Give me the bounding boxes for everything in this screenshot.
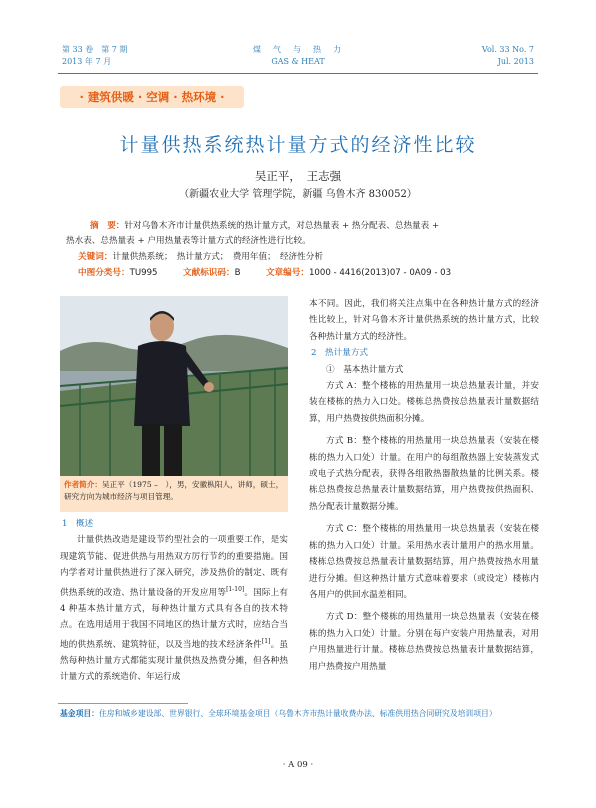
citation-1-10: [1-10]: [226, 585, 245, 593]
issue-date: 2013 年 7 月: [62, 57, 112, 66]
section-tag: · 建筑供暖 · 空调 · 热环境 ·: [60, 86, 244, 108]
authors: 吴正平， 王志强: [254, 169, 342, 183]
footnote-divider: [58, 703, 188, 704]
fund-text: 住房和城乡建设部、世界银行、全球环境基金项目（乌鲁木齐市热计量收费办法、标准供用热合同研究及培训项目）: [98, 709, 497, 718]
abstract-line-1: 针对乌鲁木齐市计量供热系统的热计量方式，对总热量表 + 热分配表、总热量表 +: [124, 221, 440, 231]
author-bio-label: 作者简介：: [64, 480, 102, 489]
article-number-value: 1000 - 4416(2013)07 - 0A09 - 03: [308, 268, 452, 278]
article-number-label: 文章编号：: [265, 268, 309, 278]
volume-issue: 第 33 卷 第 7 期: [62, 45, 128, 54]
abstract: [66, 219, 538, 249]
issue-date-en: Jul. 2013: [497, 57, 534, 66]
keywords: [78, 250, 538, 265]
author-bio: [60, 476, 288, 512]
clc-value: TU995: [129, 268, 158, 278]
method-b-paragraph: 方式 B：整个楼栋的用热量用一块总热量表（安装在楼栋的热力入口处）计量。在用户的每组散热器上安装蒸发式或电子式热分配表，获得各组散热器散热量的比例关系。楼栋总热费按总热量表计量数据结算，用户热费按供热面积、热分配表计量数据分摊。: [309, 436, 539, 512]
method-d-paragraph: 方式 D：整个楼栋的用热量用一块总热量表（安装在楼栋的热力入口处）计量。分别在每户安装户用热量表，对用户用热量进行计量。楼栋总热费按总热量表计量数据结算，用户热费按户用热量: [309, 612, 539, 672]
section-1-text-c: 。虽然每种热计量方式都能实现计量供热及热费分摊，但各种热计量方式的系统造价、年运行成: [60, 639, 288, 683]
citation-1: [1]: [261, 637, 271, 645]
section-2-heading: 2 热计量方式: [311, 348, 369, 359]
right-column: [309, 296, 539, 675]
journal-name-en: GAS & HEAT: [271, 57, 325, 66]
volume-issue-en: Vol. 33 No. 7: [481, 45, 534, 54]
subsection-heading: ① 基本热计量方式: [326, 364, 404, 375]
section-1-text-b: 。国际上有 4 种基本热计量方式，每种热计量方式具有各自的技术特点。在选用适用于我国不同地区的热计量方式时，应结合当地的供热系统、建筑特征，以及当地的技术经济条件: [60, 587, 288, 650]
article-title: 计量供热系统热计量方式的经济性比较: [119, 134, 477, 156]
fund-label: 基金项目：: [60, 709, 99, 718]
affiliation: （新疆农业大学 管理学院，新疆 乌鲁木齐 830052）: [179, 189, 417, 200]
fund-note: [60, 708, 538, 720]
method-c-paragraph: 方式 C：整个楼栋的用热量用一块总热量表（安装在楼栋的热力入口处）计量。采用热水表计量用户的热水用量。楼栋总热费按总热量表计量数据结算，用户热费按热水用量进行分摊。但这种热计量方式意味着要求（或设定）楼栋内各用户的供回水温差相同。: [309, 524, 539, 600]
header-divider: [58, 73, 538, 74]
author-photo-image: [60, 296, 288, 478]
left-column: [60, 516, 288, 686]
section-1-paragraph: [60, 532, 288, 685]
journal-name-cn: 煤 气 与 热 力: [253, 45, 343, 54]
abstract-label: 摘 要：: [90, 221, 125, 231]
classification: [78, 266, 538, 281]
abstract-line-2: 热水表、总热量表 + 户用热量表等计量方式的经济性进行比较。: [66, 236, 311, 246]
section-1-heading: 1 概述: [62, 519, 94, 529]
page-number: · A 09 ·: [282, 760, 314, 770]
intro-continuation: 本不同。因此，我们将关注点集中在各种热计量方式的经济性比较上，针对乌鲁木齐计量供热系统的热计量方式，比较各种热计量方式的经济性。: [309, 299, 539, 342]
doc-code-value: B: [234, 268, 241, 278]
keywords-label: 关键词：: [78, 252, 113, 262]
method-a-paragraph: 方式 A：整个楼栋的用热量用一块总热量表计量，并安装在楼栋的热力入口处。楼栋总热费按总热量表计量数据结算，用户热费按供热面积分摊。: [309, 381, 539, 424]
clc-label: 中图分类号：: [78, 268, 130, 278]
doc-code-label: 文献标识码：: [183, 268, 235, 278]
section-1-text-a: 计量供热改造是建设节约型社会的一项重要工作，是实现建筑节能、促进供热与用热双方厉行节约的重要措施。国内学者对计量供热进行了深入研究，涉及热价的制定、既有供热系统的改造、热计量设备的开发应用等: [60, 535, 288, 598]
author-bio-text: 吴正平（1975 – ），男，安徽枞阳人，讲师，硕士，研究方向为城市经济与项目管理。: [64, 480, 284, 501]
keywords-text: 计量供热系统； 热计量方式； 费用年值； 经济性分析: [112, 252, 323, 262]
journal-volume-info-en: [482, 44, 534, 68]
